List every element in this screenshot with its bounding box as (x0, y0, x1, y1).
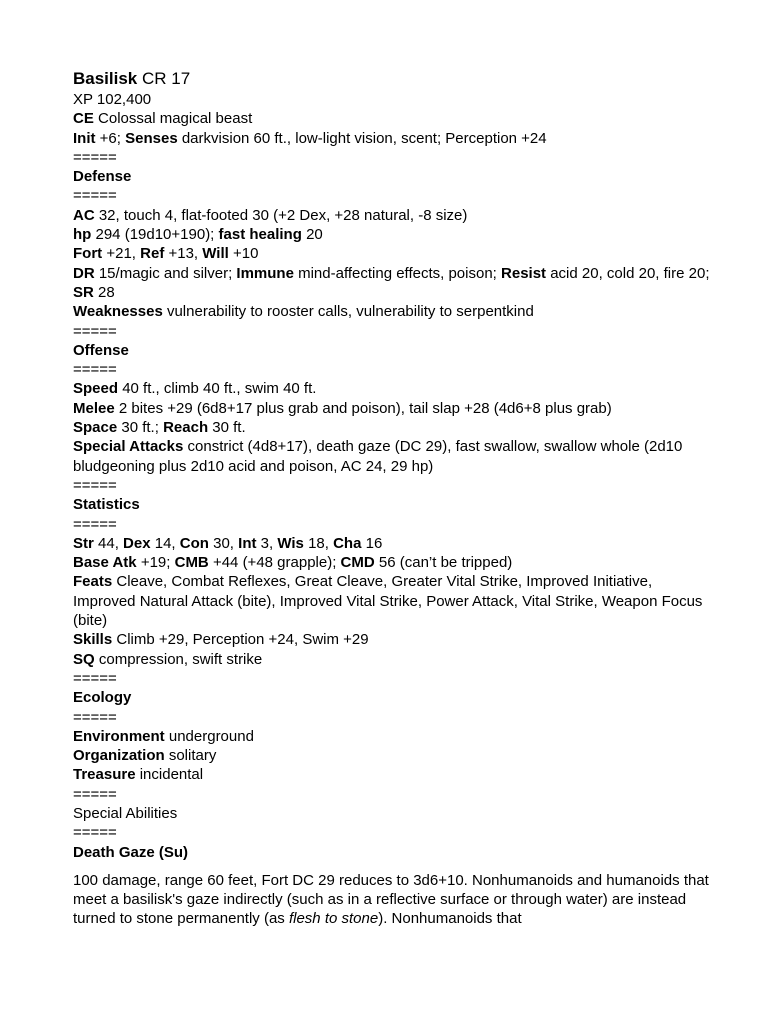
creature-cr: CR 17 (142, 69, 191, 88)
separator: ===== (73, 187, 117, 205)
dr-line: DR 15/magic and silver; Immune mind-affecting effects, poison; Resist acid 20, cold 20, fire 20; SR 28 (73, 264, 710, 301)
treasure-line: Treasure incidental (73, 766, 204, 784)
special-attacks-line: Special Attacks constrict (4d8+17), death gaze (DC 29), fast swallow, swallow whole (2d10 bludgeoning plus 2d10 acid and poison, AC 24, 29 hp) (73, 438, 683, 475)
stat-block (73, 68, 713, 929)
skills-line: Skills Climb +29, Perception +24, Swim +29 (73, 631, 369, 649)
ability-title: Death Gaze (Su) (73, 843, 189, 861)
sq-line: SQ compression, swift strike (73, 650, 263, 668)
space-line: Space 30 ft.; Reach 30 ft. (73, 419, 246, 437)
separator: ===== (73, 669, 117, 687)
separator: ===== (73, 785, 117, 803)
ecology-heading: Ecology (73, 689, 132, 707)
creature-title (73, 68, 713, 90)
speed-line: Speed 40 ft., climb 40 ft., swim 40 ft. (73, 380, 317, 398)
defense-heading: Defense (73, 168, 132, 186)
type-line: CE Colossal magical beast (73, 110, 253, 128)
ability-description: 100 damage, range 60 feet, Fort DC 29 reduces to 3d6+10. Nonhumanoids and humanoids that meet a basilisk's gaze indirectly (such as in a reflective surface or through water) are instead turned to stone permanently (as flesh to stone). Nonhumanoids that (73, 871, 709, 928)
special-abilities-heading: Special Abilities (73, 804, 178, 822)
weaknesses-line: Weaknesses vulnerability to rooster calls, vulnerability to serpentkind (73, 303, 534, 321)
melee-line: Melee 2 bites +29 (6d8+17 plus grab and poison), tail slap +28 (4d6+8 plus grab) (73, 399, 612, 417)
creature-name: Basilisk (73, 69, 138, 88)
bab-line: Base Atk +19; CMB +44 (+48 grapple); CMD 56 (can’t be tripped) (73, 554, 513, 572)
separator: ===== (73, 476, 117, 494)
environment-line: Environment underground (73, 727, 254, 745)
offense-heading: Offense (73, 341, 129, 359)
separator: ===== (73, 361, 117, 379)
statistics-heading: Statistics (73, 496, 140, 514)
separator: ===== (73, 322, 117, 340)
init-line: Init +6; Senses darkvision 60 ft., low-light vision, scent; Perception +24 (73, 129, 547, 147)
ability-scores-line: Str 44, Dex 14, Con 30, Int 3, Wis 18, Cha 16 (73, 534, 383, 552)
separator: ===== (73, 148, 117, 166)
saves-line: Fort +21, Ref +13, Will +10 (73, 245, 259, 263)
xp-line: XP 102,400 (73, 91, 152, 108)
separator: ===== (73, 515, 117, 533)
feats-line: Feats Cleave, Combat Reflexes, Great Cleave, Greater Vital Strike, Improved Initiative, Improved Natural Attack (bite), Improved Vital Strike, Power Attack, Vital Strike, Weapon Focus (bite) (73, 573, 703, 630)
separator: ===== (73, 824, 117, 842)
ac-line: AC 32, touch 4, flat-footed 30 (+2 Dex, +28 natural, -8 size) (73, 206, 468, 224)
hp-line: hp 294 (19d10+190); fast healing 20 (73, 226, 323, 244)
separator: ===== (73, 708, 117, 726)
organization-line: Organization solitary (73, 747, 217, 765)
